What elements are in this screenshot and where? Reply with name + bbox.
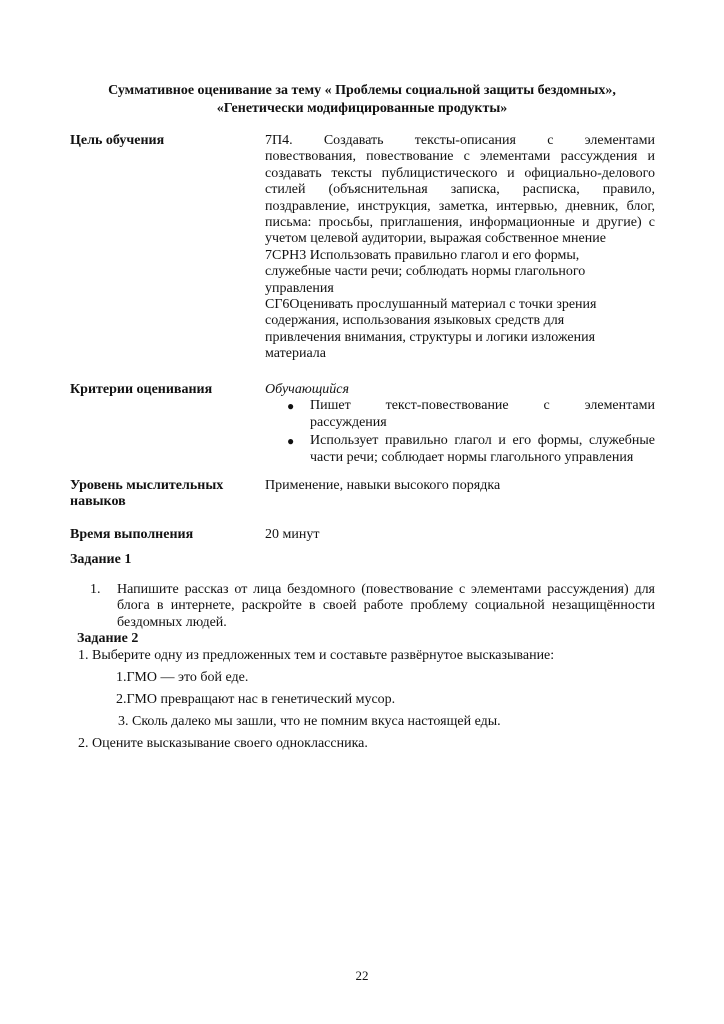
bullet-icon: ●	[287, 399, 295, 414]
goal-line: поздравление, инструкция, заметка, интервью, дневник, блог,	[265, 198, 655, 214]
goal-line: СГ6Оценивать прослушанный материал с точки зрения	[265, 297, 597, 313]
task-1-line: блога в интернете, раскройте в своей работе проблему социальной незащищённости	[117, 598, 655, 614]
task-2-topic: 3. Сколь далеко мы зашли, что не помним вкуса настоящей еды.	[118, 714, 501, 729]
goal-line: письма: просьбы, приглашения, информационные и другие) с	[265, 215, 655, 231]
level-label-line-1: Уровень мыслительных	[70, 478, 224, 493]
criteria-bullet-line: Использует правильно глагол и его формы, служебные	[310, 433, 655, 449]
page-number: 22	[355, 968, 369, 983]
task-1-line: бездомных людей.	[117, 614, 227, 630]
goal-value	[265, 133, 655, 363]
task-1-item-number: 1.	[90, 582, 101, 597]
criteria-bullet	[265, 433, 655, 466]
criteria-bullet	[265, 398, 655, 431]
level-label	[70, 478, 245, 510]
goal-line: стилей (объяснительная записка, расписка, правило,	[265, 182, 655, 198]
task-2-title: Задание 2	[77, 631, 139, 646]
goal-line: управления	[265, 280, 334, 296]
task-1-title: Задание 1	[70, 552, 132, 567]
title-line-2: «Генетически модифицированные продукты»	[216, 101, 508, 116]
time-label: Время выполнения	[70, 527, 194, 542]
criteria-label: Критерии оценивания	[70, 382, 213, 397]
goal-line: привлечения внимания, структуры и логики изложения	[265, 329, 596, 345]
task-2-item-2: 2. Оцените высказывание своего одноклассника.	[78, 736, 368, 751]
task-1-line: Напишите рассказ от лица бездомного (повествование с элементами рассуждения) для	[117, 582, 655, 597]
task-2-item-1: 1. Выберите одну из предложенных тем и составьте развёрнутое высказывание:	[78, 648, 555, 663]
time-value: 20 минут	[265, 527, 320, 542]
bullet-icon: ●	[287, 434, 295, 449]
task-2-topic: 1.ГМО — это бой еде.	[116, 670, 249, 685]
criteria-bullet-line: части речи; соблюдает нормы глагольного управления	[310, 449, 634, 465]
goal-line: содержания, использования языковых средств для	[265, 313, 565, 329]
level-value: Применение, навыки высокого порядка	[265, 478, 501, 493]
goal-line: 7П4. Создавать тексты-описания с элементами	[265, 133, 655, 148]
goal-line: создавать тексты публицистического и официально-делового	[265, 165, 655, 181]
goal-line: учетом целевой аудитории, выражая собственное мнение	[265, 231, 606, 247]
goal-line: материала	[265, 346, 326, 362]
task-2-topic: 2.ГМО превращают нас в генетический мусор.	[116, 692, 396, 707]
title-line-1: Суммативное оценивание за тему « Проблемы социальной защиты бездомных»,	[108, 83, 616, 98]
task-1-item	[90, 582, 655, 631]
goal-line: служебные части речи; соблюдать нормы глагольного	[265, 264, 586, 280]
goal-line: 7СРН3 Использовать правильно глагол и его формы,	[265, 247, 580, 263]
criteria-value	[265, 382, 655, 466]
criteria-bullet-line: рассуждения	[310, 414, 387, 430]
goal-label: Цель обучения	[70, 133, 165, 148]
criteria-intro: Обучающийся	[265, 382, 350, 397]
page-title	[60, 82, 664, 118]
criteria-bullet-line: Пишет текст-повествование с элементами	[310, 398, 655, 414]
goal-line: повествования, повествование с элементами рассуждения и	[265, 149, 655, 165]
level-label-line-2: навыков	[70, 494, 126, 509]
